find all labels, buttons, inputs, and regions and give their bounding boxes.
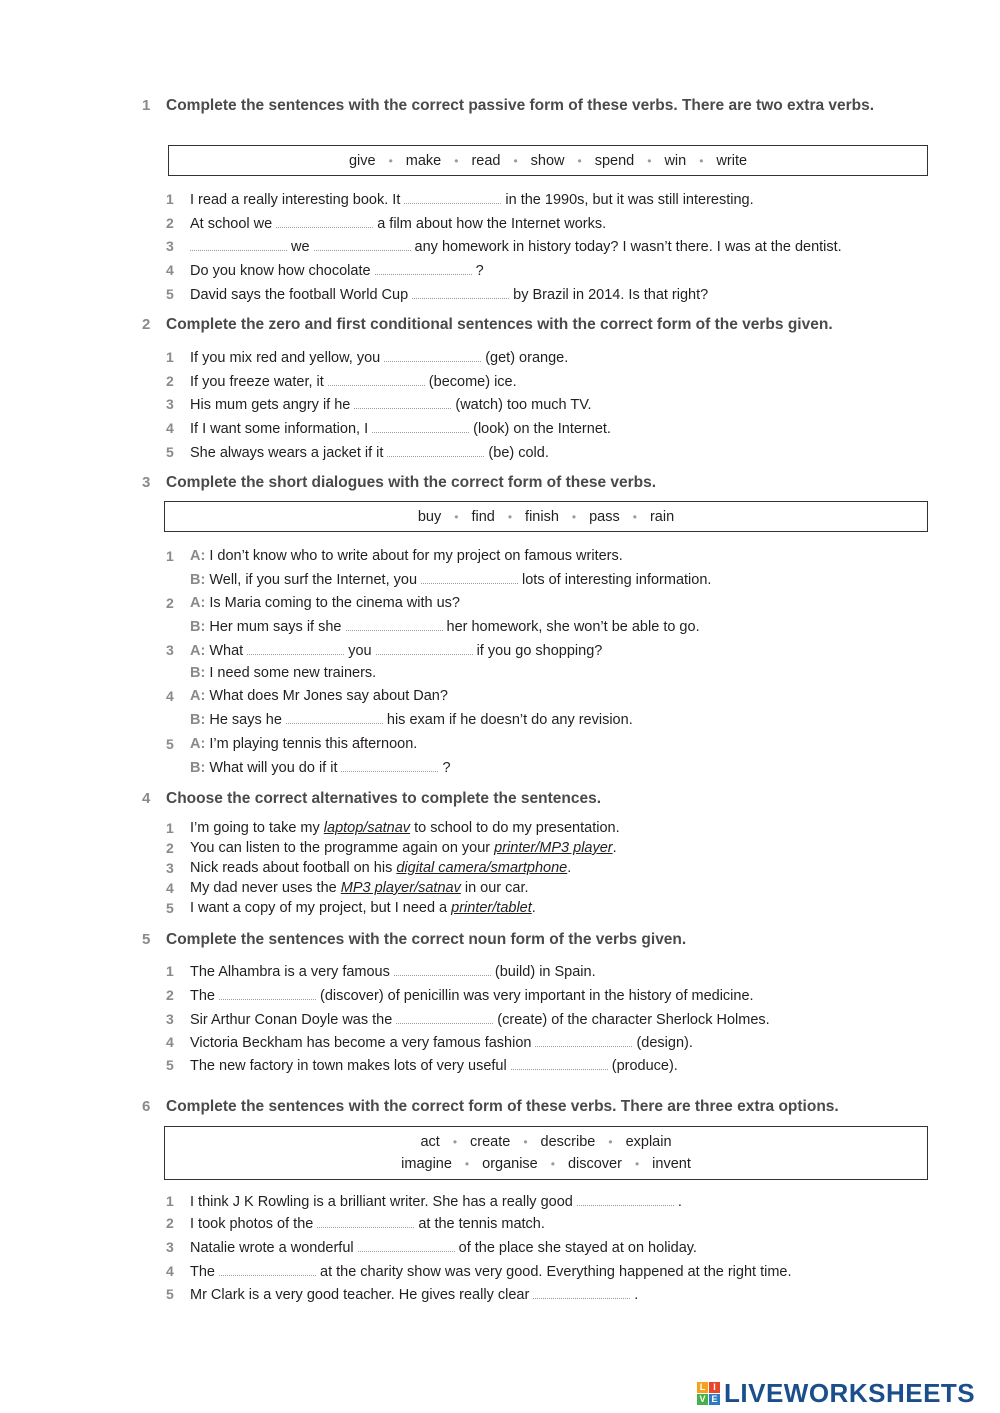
item-number: 1 bbox=[166, 1193, 174, 1209]
answer-gap[interactable] bbox=[317, 1215, 414, 1228]
word-option: pass bbox=[589, 508, 620, 525]
item-number: 4 bbox=[166, 1263, 174, 1279]
answer-gap[interactable] bbox=[346, 618, 443, 631]
exercise-number: 5 bbox=[142, 931, 151, 948]
item-number: 3 bbox=[166, 860, 174, 876]
bullet-icon: • bbox=[454, 509, 459, 524]
sentence: Nick reads about football on his digital camera/smartphone. bbox=[190, 860, 572, 876]
sentence: I want a copy of my project, but I need a printer/tablet. bbox=[190, 900, 536, 916]
answer-gap[interactable] bbox=[358, 1239, 455, 1252]
bullet-icon: • bbox=[577, 153, 582, 168]
word-option: spend bbox=[594, 152, 635, 169]
dialogue-line-b: B: He says he his exam if he doesn’t do any revision. bbox=[190, 712, 633, 728]
item-number: 2 bbox=[166, 1215, 174, 1231]
dialogue-line-a: A: What does Mr Jones say about Dan? bbox=[190, 688, 448, 704]
bullet-icon: • bbox=[454, 153, 459, 168]
word-box bbox=[168, 145, 928, 176]
word-option: discover bbox=[567, 1156, 622, 1172]
item-number: 4 bbox=[166, 420, 174, 436]
word-option: explain bbox=[625, 1134, 672, 1150]
exercise-number: 2 bbox=[142, 316, 151, 333]
item-number: 5 bbox=[166, 736, 174, 752]
word-option: give bbox=[348, 152, 376, 169]
sentence: I took photos of the at the tennis match. bbox=[190, 1216, 545, 1232]
answer-gap[interactable] bbox=[219, 1263, 316, 1276]
item-number: 4 bbox=[166, 262, 174, 278]
logo-icon: L I V E bbox=[697, 1382, 720, 1405]
sentence: She always wears a jacket if it (be) cold. bbox=[190, 445, 549, 461]
word-option: invent bbox=[652, 1156, 691, 1172]
word-option: win bbox=[664, 152, 687, 169]
bullet-icon: • bbox=[464, 1157, 470, 1171]
item-number: 1 bbox=[166, 963, 174, 979]
answer-gap[interactable] bbox=[219, 987, 316, 1000]
item-number: 2 bbox=[166, 595, 174, 611]
exercise-instruction: Complete the zero and first conditional sentences with the correct form of the verbs given. bbox=[166, 316, 833, 333]
bullet-icon: • bbox=[452, 1135, 458, 1149]
sentence: we any homework in history today? I wasn’t there. I was at the dentist. bbox=[190, 238, 842, 255]
bullet-icon: • bbox=[550, 1157, 555, 1171]
word-option: find bbox=[471, 508, 495, 525]
bullet-icon: • bbox=[513, 153, 518, 168]
bullet-icon: • bbox=[699, 153, 704, 168]
word-box-line bbox=[399, 1153, 693, 1175]
exercise-number: 6 bbox=[142, 1098, 151, 1115]
item-number: 4 bbox=[166, 688, 174, 704]
answer-gap[interactable] bbox=[286, 711, 383, 724]
item-number: 3 bbox=[166, 396, 174, 412]
bullet-icon: • bbox=[523, 1135, 528, 1149]
exercise-instruction: Choose the correct alternatives to complete the sentences. bbox=[166, 790, 601, 807]
answer-gap[interactable] bbox=[404, 191, 501, 204]
bullet-icon: • bbox=[388, 153, 393, 168]
item-number: 1 bbox=[166, 349, 174, 365]
alternative-choice[interactable]: digital camera/smartphone bbox=[396, 860, 568, 876]
sentence: Do you know how chocolate ? bbox=[190, 263, 484, 279]
bullet-icon: • bbox=[647, 153, 652, 168]
answer-gap[interactable] bbox=[372, 420, 469, 433]
answer-gap[interactable] bbox=[577, 1193, 674, 1206]
answer-gap[interactable] bbox=[354, 396, 451, 409]
item-number: 1 bbox=[166, 820, 174, 836]
exercise-number: 1 bbox=[142, 97, 151, 114]
item-number: 3 bbox=[166, 238, 174, 254]
answer-gap[interactable] bbox=[421, 571, 518, 584]
item-number: 2 bbox=[166, 840, 174, 856]
word-box-line bbox=[347, 150, 749, 172]
answer-gap[interactable] bbox=[535, 1034, 632, 1047]
item-number: 2 bbox=[166, 215, 174, 231]
item-number: 3 bbox=[166, 1011, 174, 1027]
word-box bbox=[164, 501, 928, 532]
answer-gap[interactable] bbox=[375, 262, 472, 275]
exercise-instruction: Complete the sentences with the correct passive form of these verbs. There are two extra verbs. bbox=[166, 97, 875, 114]
exercise-number: 3 bbox=[142, 474, 151, 491]
exercise-instruction: Complete the short dialogues with the correct form of these verbs. bbox=[166, 474, 657, 491]
dialogue-line-a: A: I’m playing tennis this afternoon. bbox=[190, 736, 418, 752]
sentence: The at the charity show was very good. Everything happened at the right time. bbox=[190, 1264, 792, 1280]
word-option: rain bbox=[649, 508, 675, 525]
dialogue-line-b: B: I need some new trainers. bbox=[190, 665, 377, 681]
word-option: imagine bbox=[401, 1156, 452, 1172]
liveworksheets-logo bbox=[697, 1378, 975, 1409]
bullet-icon: • bbox=[634, 1157, 640, 1171]
logo-text: LIVEWORKSHEETS bbox=[724, 1378, 976, 1408]
sentence: At school we a film about how the Internet works. bbox=[190, 216, 607, 232]
alternative-choice[interactable]: printer/MP3 player bbox=[494, 840, 613, 856]
bullet-icon: • bbox=[632, 509, 637, 524]
item-number: 3 bbox=[166, 642, 174, 658]
bullet-icon: • bbox=[571, 509, 577, 524]
answer-gap[interactable] bbox=[396, 1011, 493, 1024]
word-option: describe bbox=[540, 1134, 596, 1150]
answer-gap[interactable] bbox=[376, 642, 473, 655]
dialogue-line-a: A: I don’t know who to write about for my project on famous writers. bbox=[190, 548, 623, 564]
item-number: 2 bbox=[166, 373, 174, 389]
item-number: 2 bbox=[166, 987, 174, 1003]
word-option: organise bbox=[482, 1156, 538, 1172]
answer-gap[interactable] bbox=[387, 444, 484, 457]
answer-gap[interactable] bbox=[247, 642, 344, 655]
sentence: I read a really interesting book. It in the 1990s, but it was still interesting. bbox=[190, 192, 754, 208]
sentence: If you mix red and yellow, you (get) orange. bbox=[190, 350, 569, 366]
exercise-instruction: Complete the sentences with the correct form of these verbs. There are three extra options. bbox=[166, 1098, 839, 1115]
sentence: If you freeze water, it (become) ice. bbox=[190, 374, 517, 390]
word-option: read bbox=[471, 152, 501, 169]
sentence: The Alhambra is a very famous (build) in Spain. bbox=[190, 964, 596, 980]
word-option: finish bbox=[525, 508, 559, 525]
word-option: act bbox=[420, 1134, 440, 1150]
dialogue-line-b: B: Her mum says if she her homework, she won’t be able to go. bbox=[190, 619, 700, 635]
bullet-icon: • bbox=[608, 1135, 613, 1149]
answer-gap[interactable] bbox=[190, 238, 287, 251]
item-number: 5 bbox=[166, 900, 174, 916]
dialogue-line-a: A: What you if you go shopping? bbox=[190, 643, 603, 659]
sentence: The new factory in town makes lots of very useful (produce). bbox=[190, 1058, 678, 1074]
answer-gap[interactable] bbox=[384, 349, 481, 362]
word-option: write bbox=[716, 152, 748, 169]
bullet-icon: • bbox=[507, 509, 513, 524]
sentence: Victoria Beckham has become a very famous fashion (design). bbox=[190, 1035, 693, 1051]
sentence: If I want some information, I (look) on the Internet. bbox=[190, 421, 611, 437]
dialogue-line-b: B: What will you do if it ? bbox=[190, 760, 451, 776]
item-number: 5 bbox=[166, 1286, 174, 1302]
alternative-choice[interactable]: MP3 player/satnav bbox=[340, 880, 461, 896]
answer-gap[interactable] bbox=[314, 238, 411, 251]
item-number: 1 bbox=[166, 191, 174, 207]
sentence: Natalie wrote a wonderful of the place she stayed at on holiday. bbox=[190, 1240, 697, 1256]
item-number: 3 bbox=[166, 1239, 174, 1255]
item-number: 5 bbox=[166, 286, 174, 302]
item-number: 4 bbox=[166, 880, 174, 896]
sentence: Mr Clark is a very good teacher. He gives really clear . bbox=[190, 1287, 639, 1303]
answer-gap[interactable] bbox=[511, 1057, 608, 1070]
word-box-line bbox=[418, 1131, 673, 1153]
sentence: My dad never uses the MP3 player/satnav in our car. bbox=[190, 880, 529, 896]
word-option: buy bbox=[417, 508, 442, 525]
answer-gap[interactable] bbox=[328, 373, 425, 386]
word-box bbox=[164, 1126, 928, 1180]
answer-gap[interactable] bbox=[533, 1286, 630, 1299]
sentence: I think J K Rowling is a brilliant writer. She has a really good . bbox=[190, 1194, 682, 1210]
answer-gap[interactable] bbox=[341, 759, 438, 772]
item-number: 1 bbox=[166, 548, 174, 564]
sentence: The (discover) of penicillin was very important in the history of medicine. bbox=[190, 988, 754, 1004]
word-option: make bbox=[405, 152, 442, 169]
word-option: show bbox=[530, 152, 565, 169]
item-number: 4 bbox=[166, 1034, 174, 1050]
answer-gap[interactable] bbox=[394, 963, 491, 976]
answer-gap[interactable] bbox=[412, 286, 509, 299]
exercise-number: 4 bbox=[142, 790, 151, 807]
alternative-choice[interactable]: printer/tablet bbox=[451, 900, 532, 916]
answer-gap[interactable] bbox=[276, 215, 373, 228]
sentence: I’m going to take my laptop/satnav to school to do my presentation. bbox=[190, 820, 620, 836]
item-number: 5 bbox=[166, 444, 174, 460]
sentence: You can listen to the programme again on your printer/MP3 player. bbox=[190, 840, 617, 856]
alternative-choice[interactable]: laptop/satnav bbox=[323, 820, 411, 836]
word-option: create bbox=[470, 1134, 511, 1150]
dialogue-line-a: A: Is Maria coming to the cinema with us? bbox=[190, 595, 460, 611]
sentence: Sir Arthur Conan Doyle was the (create) of the character Sherlock Holmes. bbox=[190, 1012, 770, 1028]
exercise-instruction: Complete the sentences with the correct noun form of the verbs given. bbox=[166, 931, 687, 948]
sentence: David says the football World Cup by Brazil in 2014. Is that right? bbox=[190, 287, 709, 303]
dialogue-line-b: B: Well, if you surf the Internet, you lots of interesting information. bbox=[190, 572, 712, 588]
sentence: His mum gets angry if he (watch) too much TV. bbox=[190, 397, 592, 413]
item-number: 5 bbox=[166, 1057, 174, 1073]
word-box-line bbox=[416, 506, 676, 528]
